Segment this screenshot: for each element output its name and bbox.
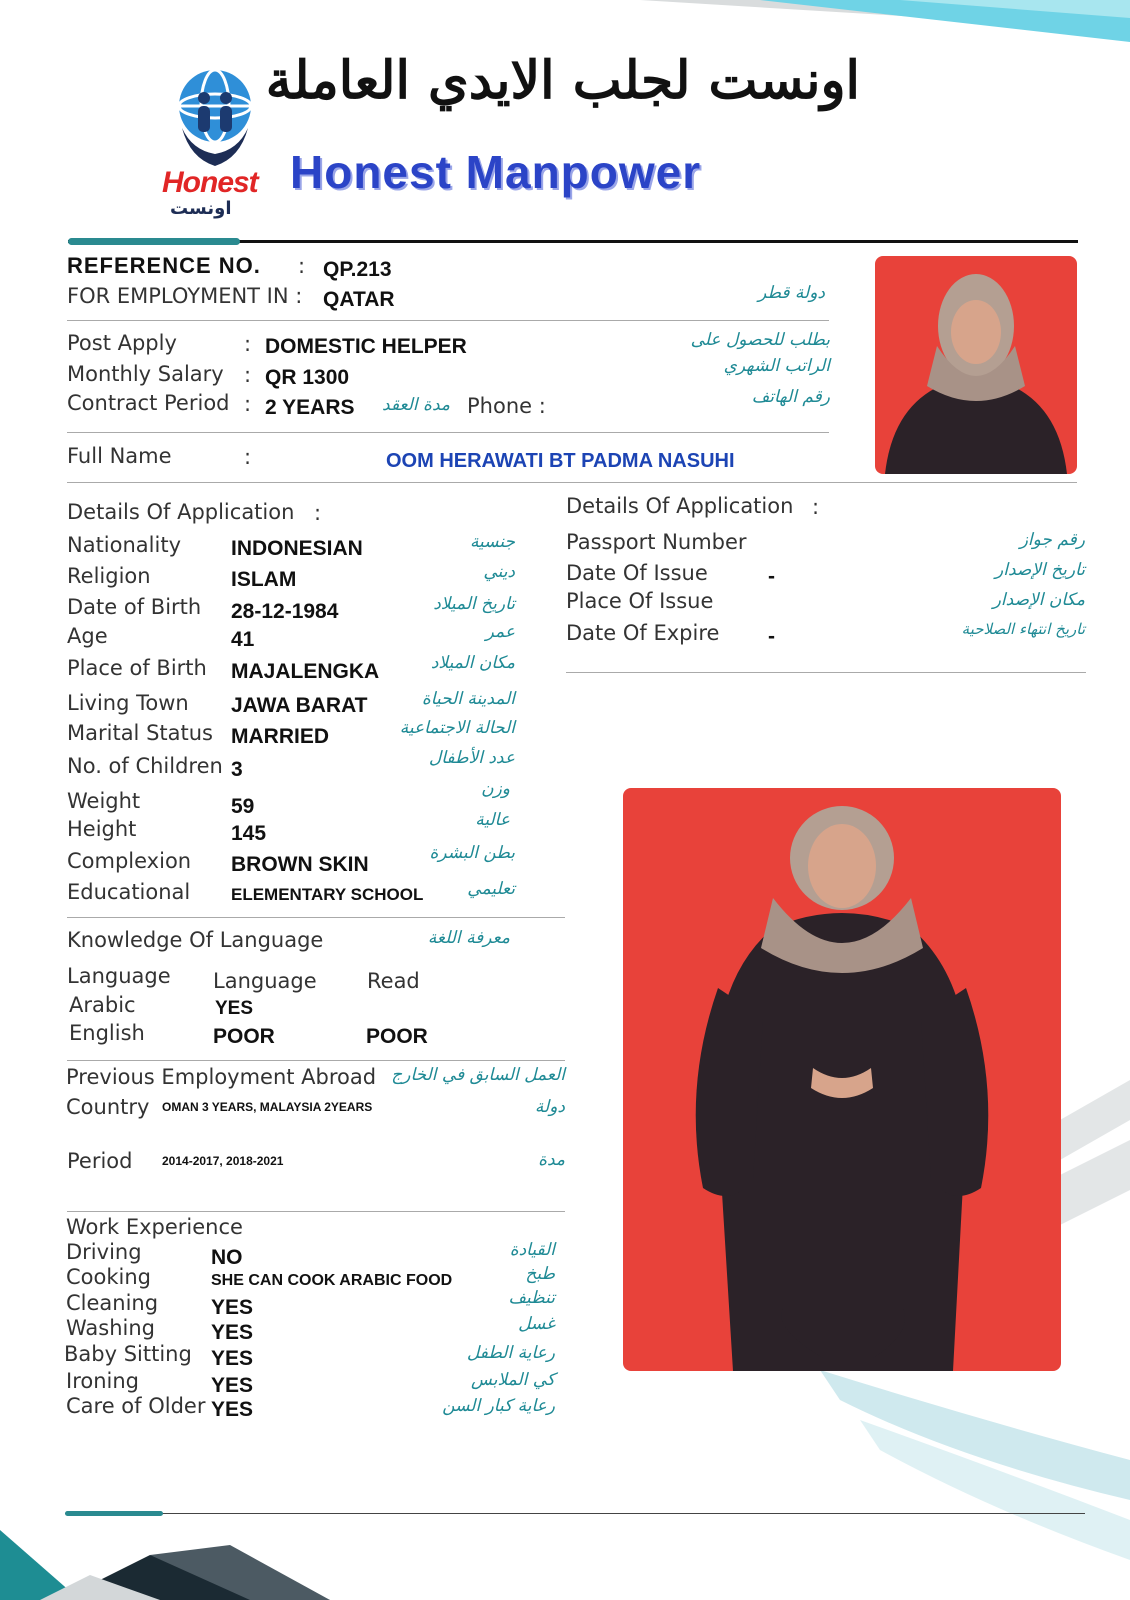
marital-ar: الحالة الاجتماعية [399, 718, 515, 738]
cleaning-value: YES [211, 1296, 254, 1319]
divider-lang [67, 917, 565, 918]
care-older-ar: رعاية كبار السن [442, 1396, 555, 1416]
country-label: Country [66, 1095, 150, 1119]
divider-work [67, 1211, 565, 1212]
nationality-value: INDONESIAN [231, 537, 363, 560]
complexion-value: BROWN SKIN [231, 853, 369, 876]
work-title: Work Experience [66, 1215, 243, 1239]
post-label: Post Apply [67, 331, 177, 355]
arabic-company-title: اونست لجلب الايدي العاملة [265, 50, 860, 111]
cooking-ar: طبخ [525, 1264, 555, 1284]
education-value: ELEMENTARY SCHOOL [231, 885, 424, 904]
cooking-value: SHE CAN COOK ARABIC FOOD [211, 1272, 453, 1289]
logo-text-ar: اونست [170, 198, 232, 219]
washing-label: Washing [66, 1316, 156, 1340]
driving-value: NO [211, 1246, 243, 1269]
pob-ar: مكان الميلاد [430, 653, 515, 673]
divider-prev [67, 1060, 565, 1061]
driving-ar: القيادة [509, 1240, 555, 1260]
passport-label: Passport Number [566, 530, 747, 554]
issue-date-label: Date Of Issue [566, 561, 708, 585]
religion-ar: ديني [483, 562, 515, 582]
language-arabic-label: Arabic [69, 993, 136, 1017]
phone-label: Phone : [467, 394, 546, 418]
language-arabic-speak: YES [215, 998, 254, 1019]
reference-label: REFERENCE NO. [67, 253, 261, 278]
details-right-title: Details Of Application [566, 494, 794, 518]
language-header-col1: Language [67, 964, 171, 988]
language-header-col2: Language [213, 969, 317, 993]
salary-colon: : [244, 363, 252, 387]
previous-title-ar: العمل السابق في الخارج [391, 1065, 565, 1085]
logo-text-en: Honest [162, 166, 258, 199]
weight-ar: وزن [481, 779, 510, 799]
weight-label: Weight [67, 789, 141, 813]
age-value: 41 [231, 628, 255, 651]
care-older-label: Care of Older [66, 1394, 206, 1418]
contract-value: 2 YEARS [265, 396, 355, 419]
reference-colon: : [298, 254, 306, 278]
nationality-ar: جنسية [469, 532, 515, 552]
issue-place-ar: مكان الإصدار [992, 590, 1085, 610]
marital-label: Marital Status [67, 721, 213, 745]
contract-label: Contract Period [67, 391, 230, 415]
height-ar: عالية [475, 810, 510, 830]
height-value: 145 [231, 822, 267, 845]
issue-place-label: Place Of Issue [566, 589, 714, 613]
footer-rule [65, 1513, 1085, 1514]
passport-ar: رقم جواز [1019, 530, 1085, 550]
period-value: 2014-2017, 2018-2021 [162, 1154, 284, 1168]
company-logo [160, 58, 265, 223]
details-right-colon: : [812, 495, 820, 519]
education-label: Educational [67, 880, 191, 904]
living-town-value: JAWA BARAT [231, 694, 368, 717]
header-rule-accent [68, 238, 240, 245]
pob-value: MAJALENGKA [231, 660, 380, 683]
issue-date-value: - [768, 565, 775, 588]
washing-value: YES [211, 1321, 254, 1344]
post-value: DOMESTIC HELPER [265, 335, 467, 358]
salary-ar: الراتب الشهري [723, 356, 830, 376]
contract-colon: : [244, 392, 252, 416]
expire-date-value: - [768, 625, 775, 648]
nationality-label: Nationality [67, 533, 182, 557]
candidate-photo-full [623, 788, 1061, 1371]
details-left-title: Details Of Application [67, 500, 295, 524]
previous-title: Previous Employment Abroad [66, 1065, 377, 1089]
salary-value: QR 1300 [265, 366, 350, 389]
babysitting-label: Baby Sitting [64, 1342, 192, 1366]
care-older-value: YES [211, 1398, 254, 1421]
language-english-read: POOR [366, 1025, 428, 1048]
cleaning-ar: تنظيف [508, 1288, 555, 1308]
driving-label: Driving [66, 1240, 142, 1264]
living-town-ar: المدينة الحياة [421, 689, 515, 709]
children-value: 3 [231, 758, 243, 781]
language-title-ar: معرفة اللغة [427, 928, 510, 948]
religion-value: ISLAM [231, 568, 297, 591]
language-english-label: English [69, 1021, 145, 1045]
country-value: OMAN 3 YEARS, MALAYSIA 2YEARS [162, 1100, 373, 1114]
employment-ar: دولة قطر [758, 283, 825, 303]
fullname-value: OOM HERAWATI BT PADMA NASUHI [386, 450, 735, 472]
employment-label: FOR EMPLOYMENT IN : [67, 284, 303, 308]
details-left-colon: : [314, 501, 322, 525]
period-label: Period [67, 1149, 133, 1173]
expire-date-ar: تاريخ انتهاء الصلاحية [961, 620, 1085, 638]
dob-label: Date of Birth [67, 595, 202, 619]
pob-label: Place of Birth [67, 656, 207, 680]
dob-ar: تاريخ الميلاد [433, 594, 515, 614]
dob-value: 28-12-1984 [231, 600, 339, 623]
children-ar: عدد الأطفال [428, 748, 515, 768]
washing-ar: غسل [518, 1314, 555, 1334]
language-header-col3: Read [367, 969, 420, 993]
children-label: No. of Children [67, 754, 223, 778]
post-colon: : [244, 332, 252, 356]
religion-label: Religion [67, 564, 151, 588]
ironing-value: YES [211, 1374, 254, 1397]
period-ar: مدة [538, 1150, 565, 1170]
contract-ar: مدة العقد [382, 395, 450, 415]
post-ar: بطلب للحصول على [690, 330, 830, 350]
age-label: Age [67, 624, 108, 648]
footer-rule-accent [65, 1511, 163, 1516]
ironing-ar: كي الملابس [471, 1370, 555, 1390]
employment-value: QATAR [323, 288, 395, 311]
divider-2 [67, 432, 829, 433]
fullname-label: Full Name [67, 444, 172, 468]
complexion-label: Complexion [67, 849, 192, 873]
divider-right [566, 672, 1086, 673]
salary-label: Monthly Salary [67, 362, 224, 386]
babysitting-ar: رعاية الطفل [466, 1343, 555, 1363]
country-ar: دولة [534, 1097, 565, 1117]
weight-value: 59 [231, 795, 255, 818]
language-english-speak: POOR [213, 1025, 275, 1048]
complexion-ar: بطن البشرة [429, 843, 515, 863]
height-label: Height [67, 817, 137, 841]
divider-3 [67, 482, 1077, 483]
phone-ar: رقم الهاتف [751, 387, 830, 407]
divider-1 [67, 320, 829, 321]
education-ar: تعليمي [467, 879, 515, 899]
living-town-label: Living Town [67, 691, 189, 715]
age-ar: عمر [485, 622, 515, 642]
cooking-label: Cooking [66, 1265, 151, 1289]
candidate-photo-portrait [875, 256, 1077, 474]
expire-date-label: Date Of Expire [566, 621, 720, 645]
cleaning-label: Cleaning [66, 1291, 159, 1315]
language-title: Knowledge Of Language [67, 928, 324, 952]
ironing-label: Ironing [66, 1369, 139, 1393]
babysitting-value: YES [211, 1347, 254, 1370]
marital-value: MARRIED [231, 725, 329, 748]
reference-value: QP.213 [323, 258, 392, 281]
fullname-colon: : [244, 445, 252, 469]
english-company-title: Honest Manpower [290, 146, 702, 198]
issue-date-ar: تاريخ الإصدار [995, 560, 1085, 580]
